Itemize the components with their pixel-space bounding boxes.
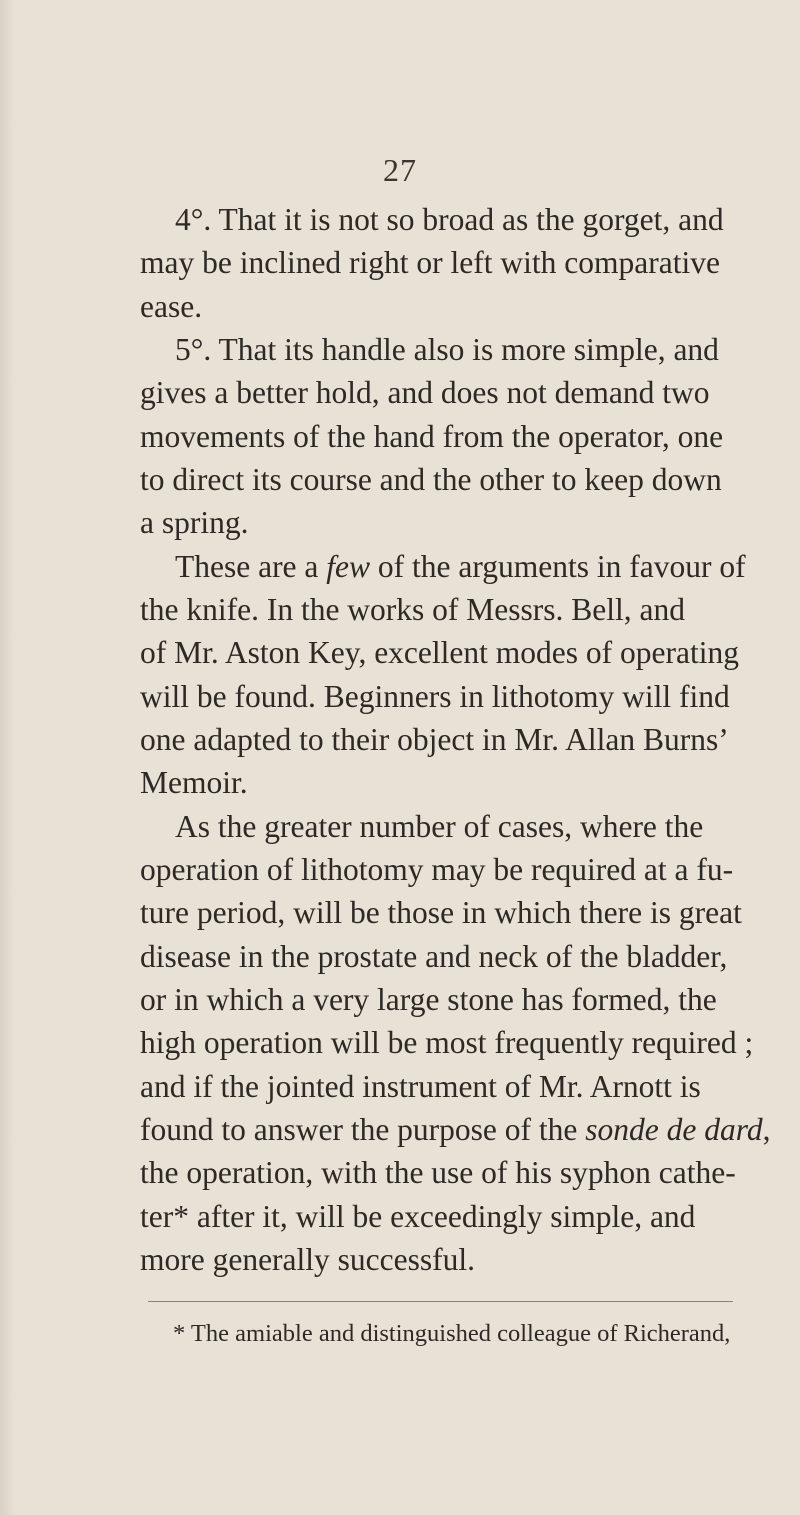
text-line: high operation will be most frequently required ; <box>140 1025 754 1060</box>
footnote: * The amiable and distinguished colleague of Richerand, <box>173 1320 731 1347</box>
text-line: to direct its course and the other to keep down <box>140 462 722 497</box>
text-line: As the greater number of cases, where the <box>175 809 704 844</box>
text-line: or in which a very large stone has formed, the <box>140 982 717 1017</box>
text-run: found to answer the purpose of the <box>140 1112 586 1147</box>
text-line: of Mr. Aston Key, excellent modes of operating <box>140 635 739 670</box>
text-line: ease. <box>140 289 203 324</box>
text-line: 4°. That it is not so broad as the gorget, and <box>175 202 724 237</box>
text-line: movements of the hand from the operator, one <box>140 419 724 454</box>
text-line: the operation, with the use of his syphon cathe- <box>140 1155 736 1190</box>
footnote-divider <box>148 1301 733 1302</box>
text-line: Memoir. <box>140 765 248 800</box>
text-line: ter* after it, will be exceedingly simple, and <box>140 1199 696 1234</box>
text-line: one adapted to their object in Mr. Allan Burns’ <box>140 722 729 757</box>
text-line: gives a better hold, and does not demand two <box>140 375 710 410</box>
text-line: a spring. <box>140 505 249 540</box>
text-run: of the arguments in favour of <box>370 549 746 584</box>
text-line: more generally successful. <box>140 1242 475 1277</box>
page-number: 27 <box>383 152 417 188</box>
text-line: ture period, will be those in which there is great <box>140 895 742 930</box>
text-line: will be found. Beginners in lithotomy will find <box>140 679 730 714</box>
text-line: operation of lithotomy may be required at a fu- <box>140 852 734 887</box>
text-line <box>175 547 746 587</box>
text-line: disease in the prostate and neck of the bladder, <box>140 939 728 974</box>
italic-text: few <box>326 549 371 584</box>
text-line: and if the jointed instrument of Mr. Arnott is <box>140 1069 701 1104</box>
text-line <box>140 1110 770 1150</box>
text-line: 5°. That its handle also is more simple, and <box>175 332 719 367</box>
text-line: may be inclined right or left with comparative <box>140 245 720 280</box>
italic-text: sonde de dard <box>585 1112 763 1147</box>
text-line: the knife. In the works of Messrs. Bell, and <box>140 592 686 627</box>
text-run: , <box>762 1112 771 1147</box>
text-run: These are a <box>175 549 327 584</box>
page-gutter <box>0 0 14 1515</box>
